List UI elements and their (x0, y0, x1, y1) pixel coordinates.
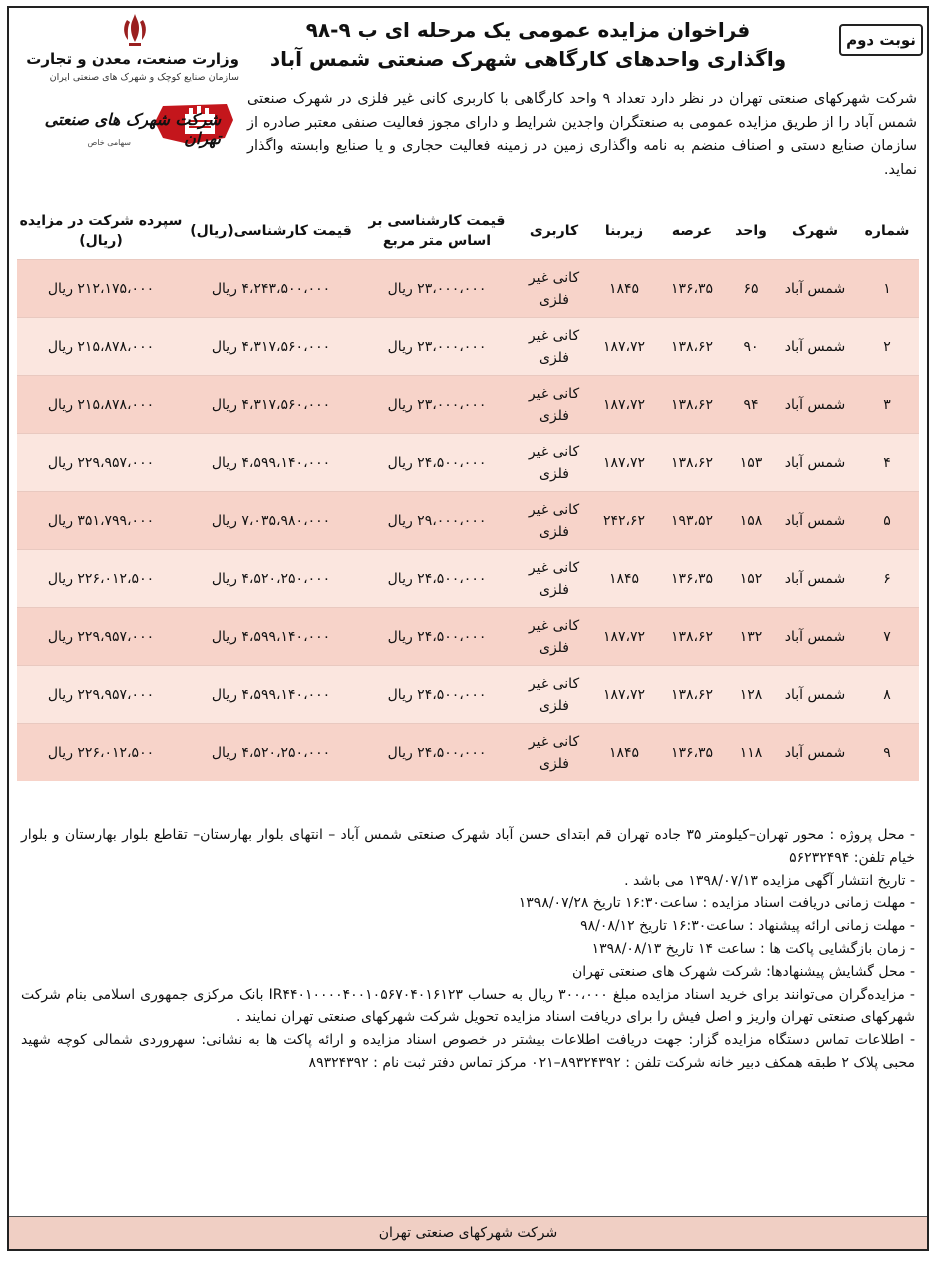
cell-town: شمس آباد (775, 608, 855, 666)
cell-town: شمس آباد (775, 318, 855, 376)
cell-area: ۱۳۸،۶۲ (657, 608, 727, 666)
lots-table (17, 202, 919, 781)
iran-emblem-icon (119, 12, 151, 48)
header-price-sqm: قیمت کارشناسی بر اساس متر مربع (368, 212, 506, 249)
cell-price: ۴،۵۲۰،۲۵۰،۰۰۰ ریال (185, 550, 357, 608)
notice-title (259, 16, 797, 74)
cell-price: ۴،۲۴۳،۵۰۰،۰۰۰ ریال (185, 260, 357, 318)
note-contact: - اطلاعات تماس دستگاه مزایده گزار: جهت دریافت اطلاعات بیشتر در خصوص اسناد مزایده و ارائه پاکت ها به نشانی: سهروردی شمالی کوچه شهید محبی پلاک ۲ طبقه همکف دبیر خانه شرکت تلفن : ۸۹۳۲۴۳۹۲–۰۲۱ مرکز تماس دفتر ثبت نام : ۸۹۳۲۴۳۹۲ (21, 1032, 915, 1071)
note-project-location: - محل پروژه : محور تهران–کیلومتر ۳۵ جاده تهران قم ابتدای حسن آباد شهرک صنعتی شمس آباد – انتهای بلوار بهارستان– تقاطع بلوار بهارستان و بلوار خیام تلفن: ۵۶۲۳۲۴۹۴ (21, 827, 915, 866)
cell-unit: ۹۰ (727, 318, 775, 376)
note-opening-time: - زمان بازگشایی پاکت ها : ساعت ۱۴ تاریخ ۱۳۹۸/۰۸/۱۳ (591, 940, 915, 957)
company-subtitle: سهامی خاص (87, 138, 131, 147)
cell-num: ۲ (855, 318, 919, 376)
cell-deposit: ۲۲۶،۰۱۲،۵۰۰ ریال (17, 550, 185, 608)
table-row (17, 260, 919, 318)
table-row (17, 666, 919, 724)
cell-deposit: ۲۲۶،۰۱۲،۵۰۰ ریال (17, 724, 185, 782)
cell-area: ۱۳۸،۶۲ (657, 666, 727, 724)
cell-price-sqm: ۲۴،۵۰۰،۰۰۰ ریال (357, 608, 517, 666)
cell-num: ۳ (855, 376, 919, 434)
notes-section (21, 824, 915, 1075)
cell-num: ۱ (855, 260, 919, 318)
cell-price: ۴،۳۱۷،۵۶۰،۰۰۰ ریال (185, 318, 357, 376)
note-publish-date: - تاریخ انتشار آگهی مزایده ۱۳۹۸/۰۷/۱۳ می باشد . (624, 872, 915, 889)
cell-deposit: ۲۱۵،۸۷۸،۰۰۰ ریال (17, 318, 185, 376)
cell-area: ۱۹۳،۵۲ (657, 492, 727, 550)
cell-price-sqm: ۲۳،۰۰۰،۰۰۰ ریال (357, 260, 517, 318)
cell-price-sqm: ۲۴،۵۰۰،۰۰۰ ریال (357, 666, 517, 724)
cell-town: شمس آباد (775, 550, 855, 608)
cell-town: شمس آباد (775, 260, 855, 318)
table-row (17, 434, 919, 492)
company-name: شرکت شهرک های صنعتی تهران (44, 110, 221, 148)
cell-built: ۱۸۷،۷۲ (591, 434, 657, 492)
cell-price: ۴،۵۹۹،۱۴۰،۰۰۰ ریال (185, 434, 357, 492)
header-unit: واحد (735, 222, 767, 239)
cell-num: ۴ (855, 434, 919, 492)
cell-unit: ۱۳۲ (727, 608, 775, 666)
cell-deposit: ۳۵۱،۷۹۹،۰۰۰ ریال (17, 492, 185, 550)
intro-paragraph: شرکت شهرکهای صنعتی تهران در نظر دارد تعداد ۹ واحد کارگاهی با کاربری کانی غیر فلزی در شهرک صنعتی شمس آباد را از طریق مزایده عمومی به صنعتگران واجدین شرایط و دارای مجوز فعالیت صنفی معتبر صادره از سازمان صنایع دستی و اصناف منضم به نامه واگذاری زمین در زمینه فعالیت حجاری و یا صنایع وابسته واگذار نماید. (247, 91, 917, 178)
cell-price-sqm: ۲۴،۵۰۰،۰۰۰ ریال (357, 724, 517, 782)
cell-unit: ۱۱۸ (727, 724, 775, 782)
table-header-row (17, 202, 919, 260)
logo-area (13, 12, 239, 152)
cell-deposit: ۲۱۵،۸۷۸،۰۰۰ ریال (17, 376, 185, 434)
cell-price-sqm: ۲۳،۰۰۰،۰۰۰ ریال (357, 318, 517, 376)
cell-built: ۱۸۴۵ (591, 260, 657, 318)
table-row (17, 550, 919, 608)
cell-area: ۱۳۶،۳۵ (657, 260, 727, 318)
cell-unit: ۱۵۲ (727, 550, 775, 608)
note-opening-place: - محل گشایش پیشنهادها: شرکت شهرک های صنعتی تهران (571, 963, 915, 980)
cell-area: ۱۳۸،۶۲ (657, 434, 727, 492)
cell-price: ۴،۵۹۹،۱۴۰،۰۰۰ ریال (185, 666, 357, 724)
cell-area: ۱۳۶،۳۵ (657, 550, 727, 608)
table-row (17, 724, 919, 782)
cell-built: ۱۸۴۵ (591, 724, 657, 782)
cell-unit: ۹۴ (727, 376, 775, 434)
cell-built: ۱۸۷،۷۲ (591, 376, 657, 434)
cell-built: ۲۴۲،۶۲ (591, 492, 657, 550)
cell-usage: کانی غیر فلزی (517, 318, 591, 376)
cell-price: ۴،۵۲۰،۲۵۰،۰۰۰ ریال (185, 724, 357, 782)
cell-area: ۱۳۶،۳۵ (657, 724, 727, 782)
cell-deposit: ۲۲۹،۹۵۷،۰۰۰ ریال (17, 666, 185, 724)
cell-unit: ۱۵۳ (727, 434, 775, 492)
title-line-2: واگذاری واحدهای کارگاهی شهرک صنعتی شمس آباد (269, 47, 787, 71)
header-usage: کاربری (529, 222, 579, 239)
cell-unit: ۱۲۸ (727, 666, 775, 724)
cell-price-sqm: ۲۴،۵۰۰،۰۰۰ ریال (357, 550, 517, 608)
cell-town: شمس آباد (775, 666, 855, 724)
round-badge: نوبت دوم (839, 24, 923, 56)
cell-usage: کانی غیر فلزی (517, 550, 591, 608)
header-area: عرصه (671, 222, 713, 239)
cell-deposit: ۲۲۹،۹۵۷،۰۰۰ ریال (17, 434, 185, 492)
cell-town: شمس آباد (775, 492, 855, 550)
ministry-name: وزارت صنعت، معدن و تجارت (26, 50, 239, 68)
cell-usage: کانی غیر فلزی (517, 376, 591, 434)
cell-usage: کانی غیر فلزی (517, 724, 591, 782)
header-deposit: سپرده شرکت در مزایده (ریال) (19, 212, 183, 249)
cell-deposit: ۲۱۲،۱۷۵،۰۰۰ ریال (17, 260, 185, 318)
header-num: شماره (864, 222, 910, 239)
cell-price-sqm: ۲۹،۰۰۰،۰۰۰ ریال (357, 492, 517, 550)
auction-notice (7, 6, 929, 1251)
cell-unit: ۶۵ (727, 260, 775, 318)
cell-num: ۵ (855, 492, 919, 550)
note-offer-deadline: - مهلت زمانی ارائه پیشنهاد : ساعت۱۶:۳۰ تاریخ ۹۸/۰۸/۱۲ (580, 918, 915, 935)
header-built: زیربنا (604, 222, 644, 239)
cell-area: ۱۳۸،۶۲ (657, 318, 727, 376)
table-row (17, 376, 919, 434)
cell-usage: کانی غیر فلزی (517, 608, 591, 666)
cell-town: شمس آباد (775, 724, 855, 782)
note-payment: - مزایده‌گران می‌توانند برای خرید اسناد مزایده مبلغ ۳۰۰،۰۰۰ ریال به حساب IR۴۴۰۱۰۰۰۰۴۰۰۱۰۵۶۷۰۴۰۱۶۱۲۳ بانک مرکزی جمهوری اسلامی بنام شرکت شهرکهای صنعتی تهران واریز و اصل فیش را برای دریافت اسناد مزایده تحویل شرکت شهرکهای صنعتی تهران نمایند . (21, 986, 915, 1026)
table-row (17, 608, 919, 666)
cell-price-sqm: ۲۴،۵۰۰،۰۰۰ ریال (357, 434, 517, 492)
cell-num: ۸ (855, 666, 919, 724)
cell-price: ۷،۰۳۵،۹۸۰،۰۰۰ ریال (185, 492, 357, 550)
ministry-subtitle: سازمان صنایع کوچک و شهرک های صنعتی ایران (49, 72, 239, 83)
cell-price: ۴،۵۹۹،۱۴۰،۰۰۰ ریال (185, 608, 357, 666)
header-price: قیمت کارشناسی(ریال) (190, 222, 352, 239)
cell-price-sqm: ۲۳،۰۰۰،۰۰۰ ریال (357, 376, 517, 434)
cell-built: ۱۸۷،۷۲ (591, 608, 657, 666)
cell-built: ۱۸۷،۷۲ (591, 666, 657, 724)
cell-num: ۹ (855, 724, 919, 782)
cell-usage: کانی غیر فلزی (517, 666, 591, 724)
title-line-1: فراخوان مزایده عمومی یک مرحله ای ب ۹-۹۸ (305, 18, 751, 42)
cell-built: ۱۸۴۵ (591, 550, 657, 608)
cell-area: ۱۳۸،۶۲ (657, 376, 727, 434)
cell-num: ۶ (855, 550, 919, 608)
cell-town: شمس آباد (775, 376, 855, 434)
cell-unit: ۱۵۸ (727, 492, 775, 550)
cell-usage: کانی غیر فلزی (517, 492, 591, 550)
footer-bar: شرکت شهرکهای صنعتی تهران (9, 1216, 927, 1249)
cell-town: شمس آباد (775, 434, 855, 492)
cell-usage: کانی غیر فلزی (517, 260, 591, 318)
cell-price: ۴،۳۱۷،۵۶۰،۰۰۰ ریال (185, 376, 357, 434)
cell-deposit: ۲۲۹،۹۵۷،۰۰۰ ریال (17, 608, 185, 666)
table-row (17, 318, 919, 376)
cell-usage: کانی غیر فلزی (517, 434, 591, 492)
table-row (17, 492, 919, 550)
header-town: شهرک (791, 222, 839, 239)
note-docs-deadline: - مهلت زمانی دریافت اسناد مزایده : ساعت۱۶:۳۰ تاریخ ۱۳۹۸/۰۷/۲۸ (518, 895, 915, 912)
cell-num: ۷ (855, 608, 919, 666)
cell-built: ۱۸۷،۷۲ (591, 318, 657, 376)
